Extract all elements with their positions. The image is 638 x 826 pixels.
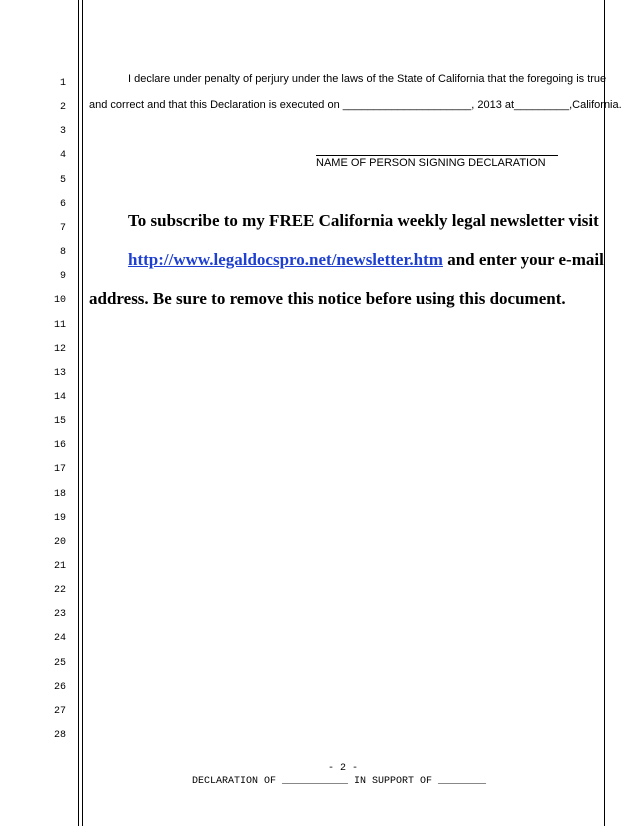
line-number: 15 — [53, 416, 66, 428]
footer-caption: DECLARATION OF ___________ IN SUPPORT OF ________ — [192, 776, 487, 787]
signature-line — [316, 155, 558, 156]
line-number: 27 — [53, 705, 66, 717]
declaration-line-1: I declare under penalty of perjury under the laws of the State of California that the foregoing is true — [128, 73, 607, 85]
left-margin-rule-outer — [78, 0, 79, 826]
line-number: 9 — [59, 271, 66, 283]
line-number: 12 — [53, 343, 66, 355]
notice-line-3: address. Be sure to remove this notice before using this document. — [89, 289, 566, 308]
line-number: 17 — [53, 464, 66, 476]
line-number: 3 — [59, 126, 66, 138]
right-margin-rule — [604, 0, 605, 826]
line-number: 18 — [53, 488, 66, 500]
line-number: 28 — [53, 730, 66, 742]
line-number: 20 — [53, 536, 66, 548]
line-number: 25 — [53, 657, 66, 669]
line-number: 6 — [59, 198, 66, 210]
line-number: 7 — [59, 222, 66, 234]
newsletter-link[interactable]: http://www.legaldocspro.net/newsletter.htm — [128, 250, 443, 269]
line-number: 24 — [53, 633, 66, 645]
line-number: 23 — [53, 609, 66, 621]
left-margin-rule-inner — [82, 0, 83, 826]
line-number: 2 — [59, 102, 66, 114]
line-number: 14 — [53, 391, 66, 403]
line-number: 26 — [53, 681, 66, 693]
line-number: 11 — [53, 319, 66, 331]
line-number: 21 — [53, 561, 66, 572]
line-number: 22 — [53, 585, 66, 597]
line-number: 8 — [59, 247, 66, 259]
signature-label: NAME OF PERSON SIGNING DECLARATION — [316, 157, 546, 169]
line-number: 4 — [59, 150, 66, 162]
line-number: 10 — [53, 295, 66, 307]
notice-line-1: To subscribe to my FREE California weekly legal newsletter visit — [128, 211, 599, 230]
line-number: 5 — [59, 174, 66, 186]
notice-line-2 — [128, 250, 604, 270]
line-number: 1 — [59, 78, 66, 89]
line-number: 13 — [53, 367, 66, 379]
declaration-line-2: and correct and that this Declaration is executed on _____________________, 2013 at_________,California. — [89, 99, 622, 111]
page-number: - 2 - — [328, 763, 359, 774]
notice-line-2-rest: and enter your e-mail — [442, 250, 604, 269]
line-number: 16 — [53, 440, 66, 452]
line-number: 19 — [53, 512, 66, 524]
